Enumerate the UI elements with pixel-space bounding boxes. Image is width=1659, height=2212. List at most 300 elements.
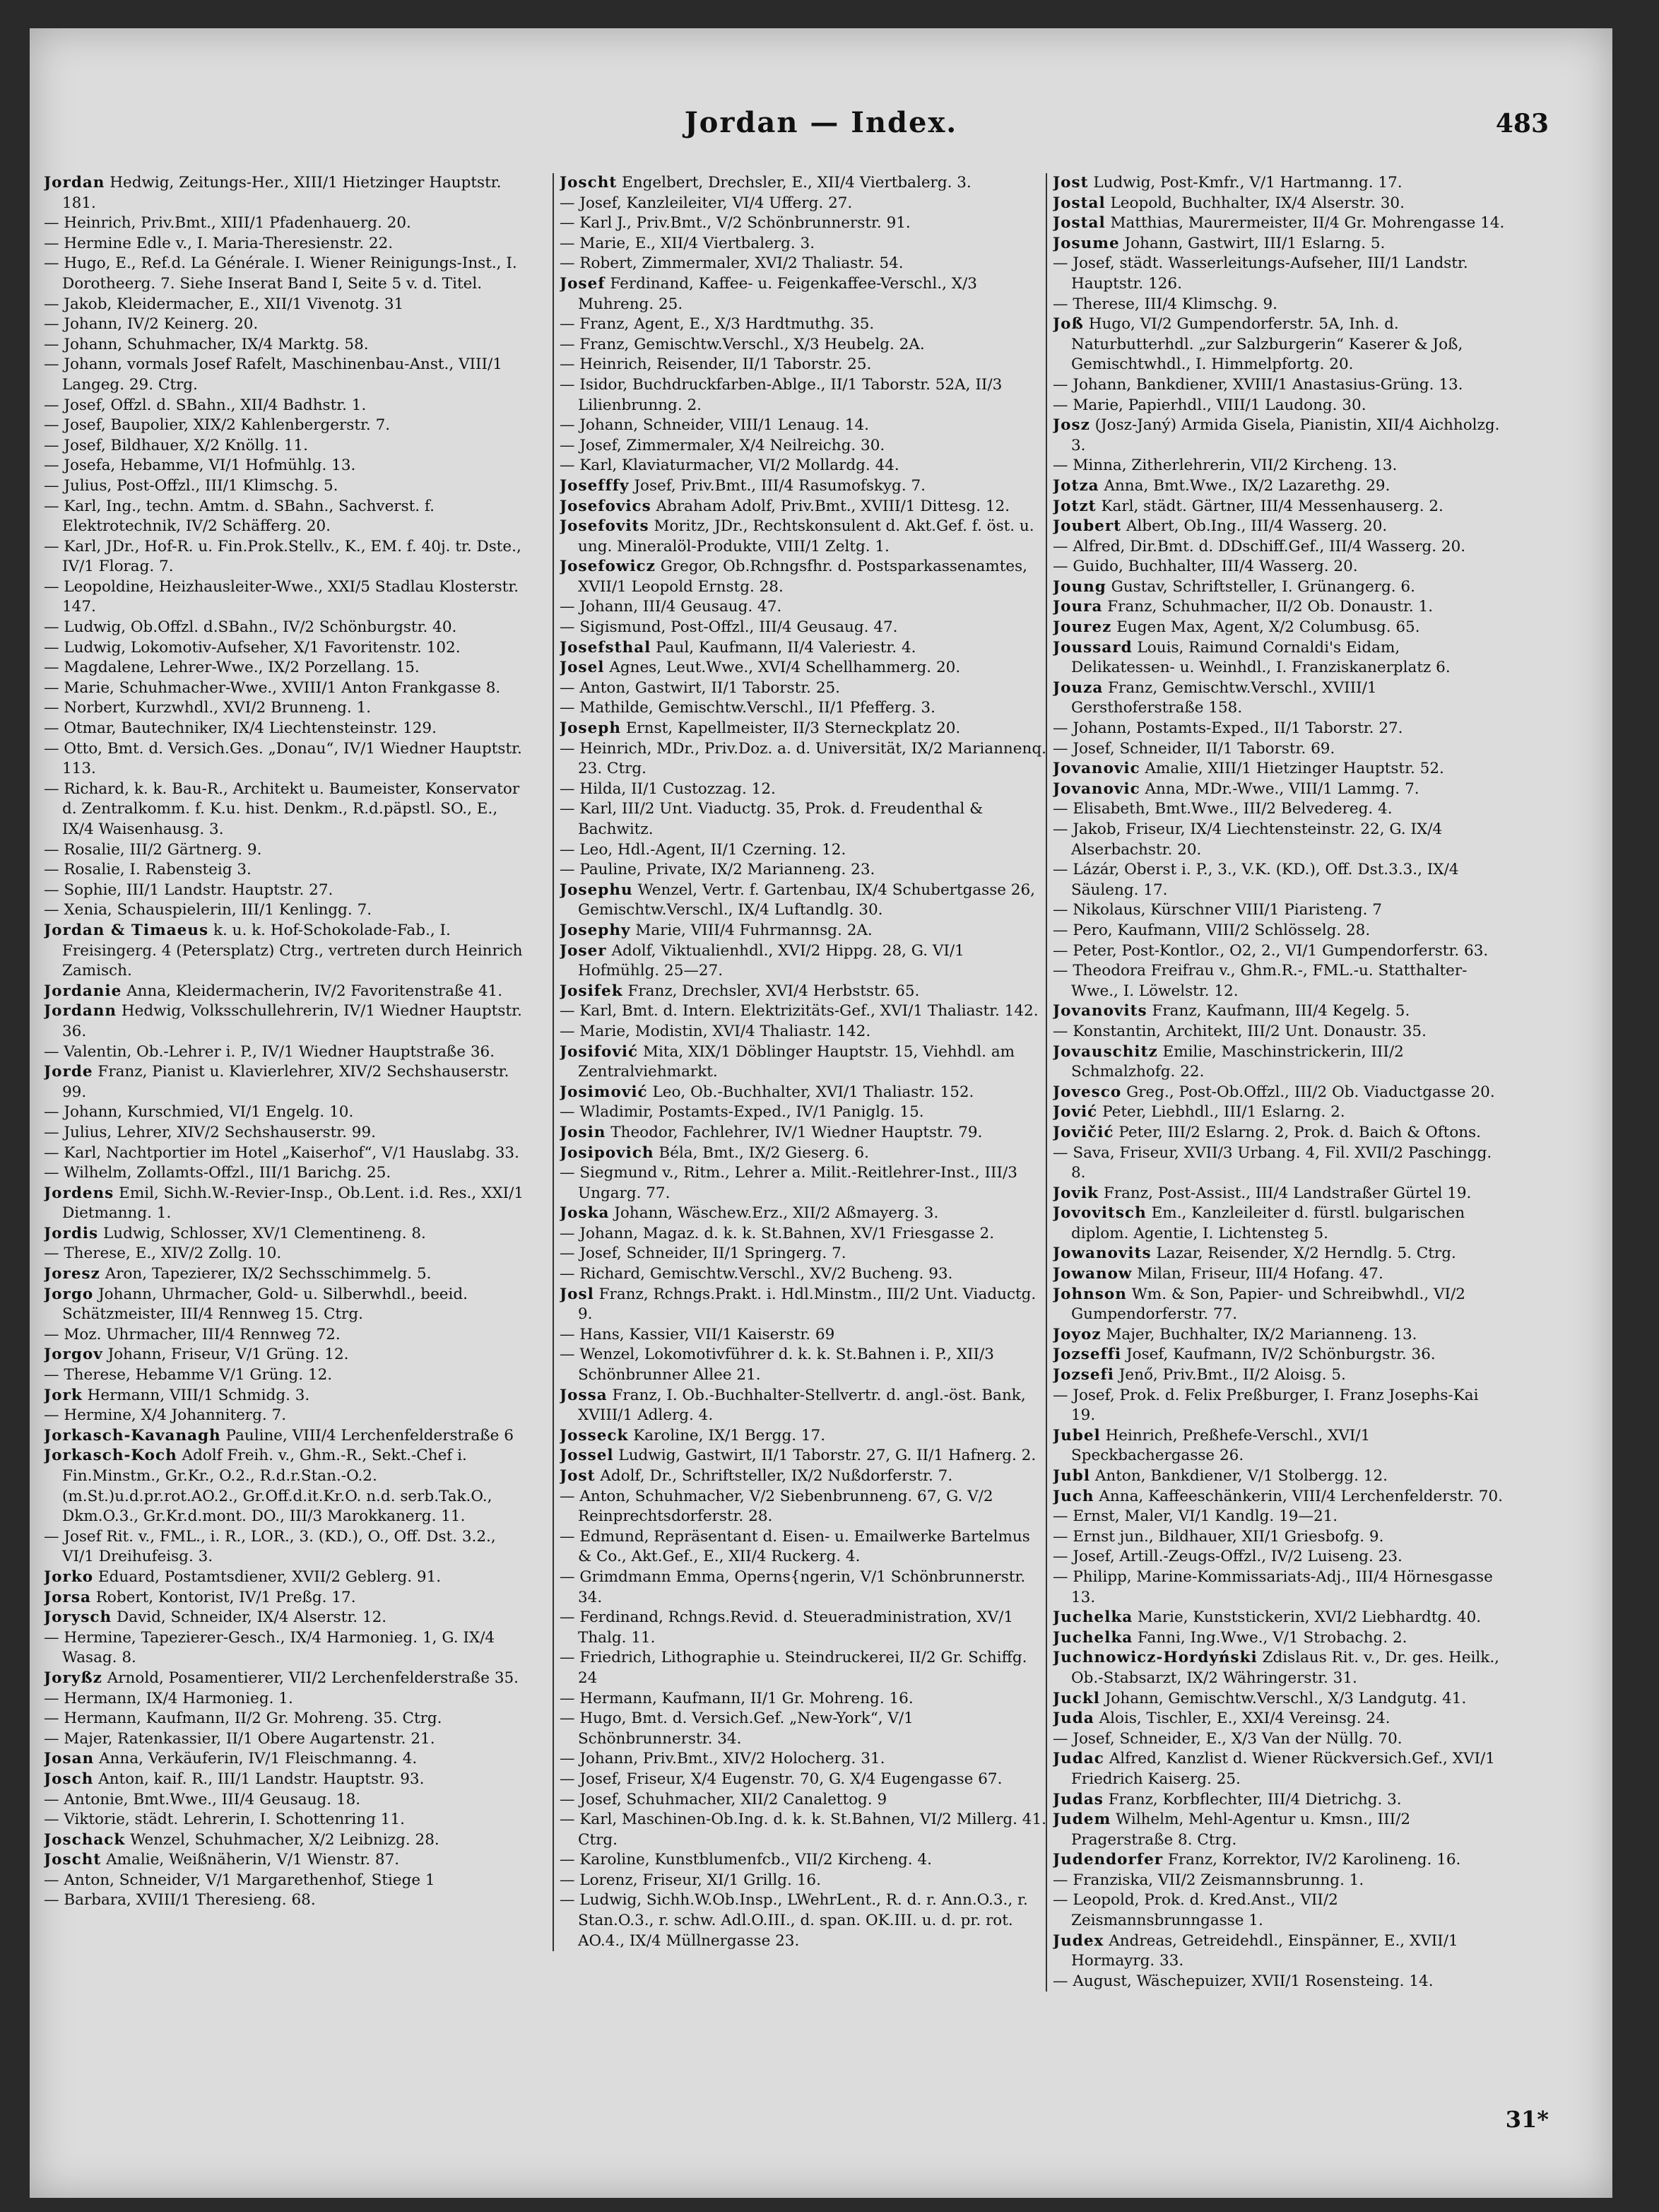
entry-surname: Josefffy <box>560 476 630 495</box>
entry-text: — Johann, Kurschmied, VI/1 Engelg. 10. <box>44 1103 354 1122</box>
entry-text: — Jakob, Kleidermacher, E., XII/1 Vivenotg. 31 <box>44 295 404 313</box>
entry-text: — Richard, Gemischtw.Verschl., XV/2 Bucheng. 93. <box>560 1265 953 1283</box>
directory-entry <box>1053 1204 1505 1244</box>
entry-text: Johann, Wäschew.Erz., XII/2 Aßmayerg. 3. <box>614 1204 939 1223</box>
directory-entry <box>1053 517 1505 537</box>
entry-text: Pauline, VIII/4 Lerchenfelderstraße 6 <box>225 1426 514 1445</box>
directory-entry <box>560 1042 1047 1083</box>
directory-entry <box>1053 1810 1505 1850</box>
directory-entry <box>560 1163 1047 1204</box>
entry-surname: Jovesco <box>1053 1083 1122 1101</box>
directory-entry <box>560 719 1047 739</box>
entry-text: Agnes, Leut.Wwe., XVI/4 Schellhammerg. 20. <box>609 659 961 677</box>
directory-entry <box>1053 194 1505 214</box>
entry-text: Anna, Bmt.Wwe., IX/2 Lazarethg. 29. <box>1104 476 1391 495</box>
entry-surname: Josume <box>1053 234 1120 252</box>
entry-text: — Isidor, Buchdruckfarben-Ablge., II/1 Taborstr. 52A, II/3 Lilienbrunng. 2. <box>560 375 1003 414</box>
directory-entry <box>1053 759 1505 780</box>
directory-entry <box>44 1406 531 1426</box>
entry-text: — Wenzel, Lokomotivführer d. k. k. St.Bahnen i. P., XII/3 Schönbrunner Allee 21. <box>560 1346 994 1384</box>
directory-entry <box>44 1426 531 1447</box>
directory-entry <box>44 900 531 921</box>
directory-entry <box>1053 1001 1505 1022</box>
entry-surname: Juchelka <box>1053 1628 1133 1647</box>
entry-text: Robert, Kontorist, IV/1 Preßg. 17. <box>95 1588 356 1606</box>
entry-text: — Pero, Kaufmann, VIII/2 Schlösselg. 28. <box>1053 921 1371 939</box>
entry-surname: Jubl <box>1053 1467 1091 1485</box>
entry-surname: Juch <box>1053 1487 1094 1505</box>
directory-entry <box>1053 1507 1505 1527</box>
directory-entry <box>1053 497 1505 517</box>
directory-page <box>30 28 1612 2198</box>
directory-entry <box>560 1487 1047 1527</box>
entry-surname: Jorde <box>44 1063 93 1081</box>
entry-text: Theodor, Fachlehrer, IV/1 Wiedner Hauptstr. 79. <box>610 1123 983 1141</box>
entry-text: Paul, Kaufmann, II/4 Valeriestr. 4. <box>656 638 916 657</box>
entry-surname: Joß <box>1053 315 1084 334</box>
directory-entry <box>44 780 531 840</box>
entry-text: Lazar, Reisender, X/2 Herndlg. 5. Ctrg. <box>1156 1245 1456 1263</box>
entry-text: — Julius, Post-Offzl., III/1 Klimschg. 5. <box>44 476 338 495</box>
entry-text: — Johann, Postamts-Exped., II/1 Taborstr. 27. <box>1053 719 1403 738</box>
directory-entry <box>1053 1608 1505 1628</box>
entry-text: Wilhelm, Mehl-Agentur u. Kmsn., III/2 Pragerstraße 8. Ctrg. <box>1071 1811 1411 1849</box>
directory-entry <box>44 638 531 659</box>
entry-text: Engelbert, Drechsler, E., XII/4 Viertbalerg. 3. <box>622 174 972 192</box>
entry-surname: Juda <box>1053 1710 1094 1728</box>
entry-text: — Ludwig, Lokomotiv-Aufseher, X/1 Favoritenstr. 102. <box>44 638 461 657</box>
entry-text: Franz, Drechsler, XVI/4 Herbststr. 65. <box>627 982 920 1000</box>
directory-entry <box>560 1749 1047 1770</box>
entry-text: Béla, Bmt., IX/2 Gieserg. 6. <box>659 1143 869 1162</box>
entry-text: Emilie, Maschinstrickerin, III/2 Schmalzhofg. 22. <box>1071 1042 1404 1081</box>
directory-entry <box>1053 900 1505 921</box>
directory-entry <box>560 780 1047 800</box>
entry-text: — Jakob, Friseur, IX/4 Liechtensteinstr. 22, G. IX/4 Alserbachstr. 20. <box>1053 820 1443 859</box>
entry-surname: Josch <box>44 1770 94 1788</box>
directory-entry <box>44 436 531 457</box>
entry-text: Emil, Sichh.W.-Revier-Insp., Ob.Lent. i.d. Res., XXI/1 Dietmanng. 1. <box>62 1184 524 1223</box>
entry-text: — Sophie, III/1 Landstr. Hauptstr. 27. <box>44 881 333 899</box>
directory-entry <box>1053 941 1505 962</box>
entry-surname: Jordens <box>44 1184 114 1202</box>
entry-surname: Jost <box>1053 174 1089 192</box>
entry-text: — Rosalie, III/2 Gärtnerg. 9. <box>44 840 262 859</box>
directory-entry <box>1053 1083 1505 1103</box>
entry-text: — Norbert, Kurzwhdl., XVI/2 Brunneng. 1. <box>44 699 372 717</box>
directory-entry <box>560 881 1047 921</box>
entry-text: k. u. k. Hof-Schokolade-Fab., I. Freisingerg. 4 (Petersplatz) Ctrg., vertreten durch Heinrich Zamisch. <box>62 921 523 980</box>
directory-entry <box>560 1850 1047 1871</box>
directory-entry <box>560 840 1047 861</box>
entry-text: — Josefa, Hebamme, VI/1 Hofmühlg. 13. <box>44 457 356 475</box>
directory-entry <box>560 213 1047 234</box>
directory-entry <box>1053 1022 1505 1042</box>
entry-text: — Alfred, Dir.Bmt. d. DDschiff.Gef., III/4 Wasserg. 20. <box>1053 537 1466 555</box>
entry-text: — Marie, Modistin, XVI/4 Thaliastr. 142. <box>560 1022 871 1040</box>
directory-entry <box>1053 860 1505 900</box>
directory-entry <box>1053 1972 1505 1992</box>
entry-surname: Josifović <box>560 1042 639 1061</box>
entry-text: — Karoline, Kunstblumenfcb., VII/2 Kircheng. 4. <box>560 1851 932 1869</box>
directory-entry <box>1053 1325 1505 1346</box>
column-3 <box>1046 173 1505 1992</box>
directory-entry <box>44 1386 531 1406</box>
directory-entry <box>1053 1426 1505 1466</box>
entry-surname: Joscht <box>560 174 618 192</box>
directory-entry <box>1053 234 1505 254</box>
entry-text: — Hilda, II/1 Custozzag. 12. <box>560 780 776 798</box>
directory-entry <box>1053 213 1505 234</box>
directory-entry <box>1053 416 1505 456</box>
directory-entry <box>44 1890 531 1911</box>
directory-entry <box>44 1527 531 1567</box>
directory-entry <box>560 1770 1047 1790</box>
directory-entry <box>1053 375 1505 396</box>
entry-text: (Josz-Janý) Armida Gisela, Pianistin, XII/4 Aichholzg. 3. <box>1071 416 1500 454</box>
entry-text: — Johann, IV/2 Keinerg. 20. <box>44 315 259 334</box>
directory-entry <box>560 1386 1047 1426</box>
entry-text: — Josef, Schuhmacher, XII/2 Canalettog. 9 <box>560 1790 887 1808</box>
entry-surname: Jozsefi <box>1053 1366 1114 1384</box>
entry-text: — Peter, Post-Kontlor., O2, 2., VI/1 Gumpendorferstr. 63. <box>1053 941 1489 960</box>
entry-text: — Moz. Uhrmacher, III/4 Rennweg 72. <box>44 1325 341 1343</box>
directory-entry <box>44 1446 531 1526</box>
directory-entry <box>1053 1487 1505 1507</box>
directory-entry <box>1053 254 1505 294</box>
entry-text: Fanni, Ing.Wwe., V/1 Strobachg. 2. <box>1138 1628 1407 1647</box>
entry-surname: Jotza <box>1053 476 1099 495</box>
directory-entry <box>560 597 1047 618</box>
entry-text: — Hermine, X/4 Johanniterg. 7. <box>44 1406 287 1425</box>
directory-entry <box>560 618 1047 638</box>
entry-text: Anton, kaif. R., III/1 Landstr. Hauptstr. 93. <box>98 1770 425 1788</box>
directory-entry <box>1053 396 1505 416</box>
page-header <box>30 106 1612 148</box>
entry-text: — Theodora Freifrau v., Ghm.R.-, FML.-u. Statthalter-Wwe., I. Löwelstr. 12. <box>1053 962 1468 1000</box>
entry-text: — Franz, Agent, E., X/3 Hardtmuthg. 35. <box>560 315 875 334</box>
directory-entry <box>44 476 531 497</box>
directory-entry <box>560 355 1047 375</box>
directory-entry <box>560 1022 1047 1042</box>
directory-entry <box>560 314 1047 335</box>
entry-surname: Jordan <box>44 174 105 192</box>
directory-entry <box>44 537 531 577</box>
directory-entry <box>1053 1285 1505 1325</box>
directory-entry <box>560 1426 1047 1447</box>
entry-text: — Johann, Schuhmacher, IX/4 Marktg. 58. <box>44 335 369 353</box>
entry-text: Anna, Verkäuferin, IV/1 Fleischmanng. 4. <box>99 1750 418 1768</box>
entry-text: Adolf, Dr., Schriftsteller, IX/2 Nußdorferstr. 7. <box>600 1467 953 1485</box>
entry-text: — Otto, Bmt. d. Versich.Ges. „Donau“, IV/1 Wiedner Hauptstr. 113. <box>44 739 522 778</box>
directory-entry <box>44 1830 531 1851</box>
directory-entry <box>44 881 531 901</box>
directory-entry <box>1053 1365 1505 1386</box>
entry-text: Wm. & Son, Papier- und Schreibwhdl., VI/2 Gumpendorferstr. 77. <box>1071 1285 1465 1324</box>
directory-entry <box>1053 1184 1505 1204</box>
directory-entry <box>560 1083 1047 1103</box>
entry-surname: Jowanovits <box>1053 1245 1152 1263</box>
directory-entry <box>44 1123 531 1143</box>
entry-text: Ludwig, Schlosser, XV/1 Clementineng. 8. <box>103 1224 426 1242</box>
directory-entry <box>1053 921 1505 941</box>
entry-text: — Majer, Ratenkassier, II/1 Obere Augartenstr. 21. <box>44 1729 435 1748</box>
entry-text: Marie, Kunststickerin, XVI/2 Liebhardtg. 40. <box>1138 1608 1482 1627</box>
entry-surname: Josefsthal <box>560 638 651 657</box>
directory-entry <box>1053 1345 1505 1365</box>
directory-entry <box>1053 1749 1505 1789</box>
entry-text: Wenzel, Schuhmacher, X/2 Leibnizg. 28. <box>130 1830 439 1849</box>
entry-text: — Therese, E., XIV/2 Zollg. 10. <box>44 1245 282 1263</box>
directory-entry <box>560 658 1047 678</box>
entry-text: — Viktorie, städt. Lehrerin, I. Schottenring 11. <box>44 1811 405 1829</box>
directory-entry <box>44 1184 531 1224</box>
directory-entry <box>44 1608 531 1628</box>
directory-entry <box>44 719 531 739</box>
entry-text: — Antonie, Bmt.Wwe., III/4 Geusaug. 18. <box>44 1790 361 1808</box>
directory-entry <box>1053 476 1505 497</box>
entry-surname: Jordan & Timaeus <box>44 921 209 939</box>
directory-entry <box>44 1871 531 1891</box>
directory-entry <box>1053 799 1505 820</box>
directory-entry <box>560 234 1047 254</box>
entry-surname: Josel <box>560 659 605 677</box>
page-number: 483 <box>1495 109 1549 139</box>
entry-text: — Franziska, VII/2 Zeismannsbrunng. 1. <box>1053 1871 1364 1889</box>
directory-entry <box>44 1042 531 1063</box>
entry-surname: Jorsa <box>44 1588 91 1606</box>
entry-surname: Jossel <box>560 1447 614 1465</box>
entry-text: Aron, Tapezierer, IX/2 Sechsschimmelg. 5. <box>105 1265 432 1283</box>
entry-text: Anna, Kleidermacherin, IV/2 Favoritenstraße 41. <box>126 982 503 1000</box>
directory-entry <box>44 1264 531 1285</box>
entry-surname: Joser <box>560 941 607 960</box>
entry-text: — Heinrich, MDr., Priv.Doz. a. d. Universität, IX/2 Mariannenq. 23. Ctrg. <box>560 739 1046 778</box>
directory-entry <box>44 456 531 476</box>
directory-entry <box>560 1446 1047 1466</box>
directory-entry <box>560 557 1047 597</box>
entry-text: Marie, VIII/4 Fuhrmannsg. 2A. <box>635 921 873 939</box>
directory-entry <box>44 1102 531 1123</box>
entry-text: — Hermine Edle v., I. Maria-Theresienstr. 22. <box>44 234 394 252</box>
directory-entry <box>44 840 531 861</box>
entry-text: Leo, Ob.-Buchhalter, XVI/1 Thaliastr. 152. <box>652 1083 974 1101</box>
directory-entry <box>1053 618 1505 638</box>
entry-surname: Josefovits <box>560 517 649 536</box>
directory-entry <box>44 1790 531 1811</box>
directory-entry <box>560 698 1047 719</box>
entry-text: Eugen Max, Agent, X/2 Columbusg. 65. <box>1116 618 1420 637</box>
entry-text: — Leopold, Prok. d. Kred.Anst., VII/2 Zeismannsbrunngasse 1. <box>1053 1891 1338 1930</box>
entry-text: Amalie, Weißnäherin, V/1 Wienstr. 87. <box>106 1851 400 1869</box>
entry-surname: Jorkasch-Kavanagh <box>44 1426 221 1445</box>
entry-surname: Josipovich <box>560 1143 654 1162</box>
entry-surname: Jovičić <box>1053 1123 1114 1141</box>
entry-text: — Konstantin, Architekt, III/2 Unt. Donaustr. 35. <box>1053 1022 1427 1040</box>
entry-text: — Josef, Schneider, E., X/3 Van der Nüllg. 70. <box>1053 1729 1403 1748</box>
directory-entry <box>560 1567 1047 1608</box>
entry-text: — Josef, Friseur, X/4 Eugenstr. 70, G. X/4 Eugengasse 67. <box>560 1770 1003 1788</box>
entry-text: Em., Kanzleileiter d. fürstl. bulgarischen diplom. Agentie, I. Lichtensteg 5. <box>1071 1204 1465 1242</box>
entry-text: — Xenia, Schauspielerin, III/1 Kenlingg. 7. <box>44 901 372 919</box>
directory-entry <box>1053 1042 1505 1083</box>
entry-surname: Jovanovic <box>1053 780 1140 798</box>
entry-text: — Ernst jun., Bildhauer, XII/1 Griesbofg. 9. <box>1053 1527 1384 1546</box>
entry-surname: Josan <box>44 1750 95 1768</box>
entry-text: — Ludwig, Ob.Offzl. d.SBahn., IV/2 Schönburgstr. 40. <box>44 618 457 637</box>
entry-surname: Josefowicz <box>560 558 656 576</box>
entry-text: Zdislaus Rit. v., Dr. ges. Heilk., Ob.-Stabsarzt, IX/2 Währingerstr. 31. <box>1071 1649 1499 1687</box>
entry-text: — Hugo, E., Ref.d. La Générale. I. Wiener Reinigungs-Inst., I. Dorotheerg. 7. Siehe Inserat Band I, Seite 5 v. d. Titel. <box>44 254 517 293</box>
entry-surname: Josin <box>560 1123 606 1141</box>
entry-text: Franz, Kaufmann, III/4 Kegelg. 5. <box>1152 1002 1410 1020</box>
directory-entry <box>1053 1567 1505 1608</box>
directory-entry <box>560 375 1047 416</box>
entry-surname: Jovovitsch <box>1053 1204 1147 1223</box>
signature-mark: 31* <box>1505 2106 1549 2133</box>
entry-text: — Josef, städt. Wasserleitungs-Aufseher, III/1 Landstr. Hauptstr. 126. <box>1053 254 1468 293</box>
entry-text: Alois, Tischler, E., XXI/4 Vereinsg. 24. <box>1099 1710 1391 1728</box>
directory-entry <box>560 1325 1047 1346</box>
entry-text: Heinrich, Preßhefe-Verschl., XVI/1 Speckbachergasse 26. <box>1071 1426 1371 1465</box>
entry-text: Karl, städt. Gärtner, III/4 Messenhauserg. 2. <box>1101 497 1443 515</box>
entry-text: — Otmar, Bautechniker, IX/4 Liechtensteinstr. 129. <box>44 719 437 738</box>
entry-surname: Jovanovic <box>1053 760 1140 778</box>
entry-text: — Richard, k. k. Bau-R., Architekt u. Baumeister, Konservator d. Zentralkomm. f. K.u. hist. Denkm., R.d.päpstl. SO., E., IX/4 Waisenhausg. 3. <box>44 780 520 838</box>
entry-text: — Josef, Schneider, II/1 Springerg. 7. <box>560 1245 846 1263</box>
directory-entry <box>1053 314 1505 375</box>
entry-text: Anton, Bankdiener, V/1 Stolbergg. 12. <box>1094 1467 1388 1485</box>
directory-entry <box>1053 1689 1505 1710</box>
entry-text: — Josef, Offzl. d. SBahn., XII/4 Badhstr. 1. <box>44 396 367 414</box>
entry-surname: Jouza <box>1053 678 1104 697</box>
directory-entry <box>560 1264 1047 1285</box>
entry-text: — Karl J., Priv.Bmt., V/2 Schönbrunnerstr. 91. <box>560 214 911 233</box>
directory-entry <box>44 982 531 1002</box>
directory-entry <box>44 1588 531 1608</box>
entry-text: — Karl, Ing., techn. Amtm. d. SBahn., Sachverst. f. Elektrotechnik, IV/2 Schäfferg. 20. <box>44 497 435 536</box>
entry-surname: Jordis <box>44 1224 99 1242</box>
directory-entry <box>560 1810 1047 1850</box>
entry-text: — Josef, Baupolier, XIX/2 Kahlenbergerstr. 7. <box>44 416 391 435</box>
directory-entry <box>560 1466 1047 1487</box>
directory-entry <box>44 860 531 881</box>
directory-entry <box>44 1770 531 1790</box>
entry-surname: Juchelka <box>1053 1608 1133 1627</box>
directory-entry <box>560 638 1047 659</box>
entry-text: — Nikolaus, Kürschner VIII/1 Piaristeng. 7 <box>1053 901 1382 919</box>
entry-text: — Ludwig, Sichh.W.Ob.Insp., LWehrLent., R. d. r. Ann.O.3., r. Stan.O.3., r. schw. Adl.O.III., d. span. OK.III. u. d. pr. rot. AO.4., IX/4 Müllnergasse 23. <box>560 1891 1028 1950</box>
entry-text: — Leo, Hdl.-Agent, II/1 Czerning. 12. <box>560 840 846 859</box>
entry-text: — Johann, Bankdiener, XVIII/1 Anastasius-Grüng. 13. <box>1053 375 1463 394</box>
entry-text: — Wilhelm, Zollamts-Offzl., III/1 Barichg. 25. <box>44 1164 391 1182</box>
entry-surname: Josifek <box>560 982 623 1000</box>
entry-text: — Hermann, Kaufmann, II/1 Gr. Mohreng. 16. <box>560 1689 914 1707</box>
directory-entry <box>1053 1790 1505 1811</box>
directory-entry <box>560 1608 1047 1648</box>
directory-entry <box>1053 1628 1505 1649</box>
page-title: Jordan — Index. <box>684 106 958 139</box>
directory-entry <box>560 1143 1047 1164</box>
directory-entry <box>44 314 531 335</box>
entry-text: — Friedrich, Lithographie u. Steindruckerei, II/2 Gr. Schiffg. 24 <box>560 1649 1027 1687</box>
entry-surname: Josz <box>1053 416 1090 435</box>
entry-text: — Ferdinand, Rchngs.Revid. d. Steueradministration, XV/1 Thalg. 11. <box>560 1608 1014 1647</box>
directory-entry <box>560 1648 1047 1688</box>
entry-surname: Jostal <box>1053 214 1106 233</box>
entry-text: — Marie, Papierhdl., VIII/1 Laudong. 30. <box>1053 396 1366 414</box>
entry-text: — Barbara, XVIII/1 Theresieng. 68. <box>44 1891 316 1910</box>
directory-entry <box>1053 1890 1505 1931</box>
entry-text: Johann, Gastwirt, III/1 Eslarng. 5. <box>1124 234 1386 252</box>
entry-text: Matthias, Maurermeister, II/4 Gr. Mohrengasse 14. <box>1110 214 1505 233</box>
entry-text: — Grimdmann Emma, Operns{ngerin, V/1 Schönbrunnerstr. 34. <box>560 1567 1026 1606</box>
entry-text: — Siegmund v., Ritm., Lehrer a. Milit.-Reitlehrer-Inst., III/3 Ungarg. 77. <box>560 1164 1017 1202</box>
entry-surname: Jowanow <box>1053 1265 1133 1283</box>
directory-entry <box>44 1689 531 1710</box>
directory-entry <box>560 982 1047 1002</box>
entry-surname: Juchnowicz-Hordyński <box>1053 1649 1258 1667</box>
directory-entry <box>44 577 531 618</box>
entry-text: Ferdinand, Kaffee- u. Feigenkaffee-Verschl., X/3 Muhreng. 25. <box>578 274 977 313</box>
entry-text: — Lázár, Oberst i. P., 3., V.K. (KD.), Off. Dst.3.3., IX/4 Säuleng. 17. <box>1053 861 1459 899</box>
directory-entry <box>560 456 1047 476</box>
directory-entry <box>44 1810 531 1830</box>
entry-text: — Anton, Gastwirt, II/1 Taborstr. 25. <box>560 678 841 697</box>
directory-entry <box>560 335 1047 355</box>
directory-entry <box>44 1143 531 1164</box>
entry-surname: Josefovics <box>560 497 651 515</box>
entry-surname: Jourez <box>1053 618 1112 637</box>
entry-text: Josef, Priv.Bmt., III/4 Rasumofskyg. 7. <box>634 476 926 495</box>
entry-text: Hugo, VI/2 Gumpendorferstr. 5A, Inh. d. Naturbutterhdl. „zur Salzburgerin“ Kaserer & Joß, Gemischtwhdl., I. Himmelpfortg. 20. <box>1071 315 1463 374</box>
directory-entry <box>1053 577 1505 598</box>
directory-entry <box>44 295 531 315</box>
entry-surname: Jozseffi <box>1053 1346 1122 1364</box>
entry-surname: Juckl <box>1053 1689 1100 1707</box>
entry-surname: Jordann <box>44 1002 117 1020</box>
directory-entry <box>1053 1466 1505 1487</box>
entry-text: — Karl, Bmt. d. Intern. Elektrizitäts-Gef., XVI/1 Thaliastr. 142. <box>560 1002 1039 1020</box>
entry-text: — August, Wäschepuizer, XVII/1 Rosensteing. 14. <box>1053 1972 1434 1990</box>
directory-entry <box>44 1345 531 1365</box>
entry-text: — Marie, E., XII/4 Viertbalerg. 3. <box>560 234 815 252</box>
directory-entry <box>560 497 1047 517</box>
entry-text: David, Schneider, IX/4 Alserstr. 12. <box>117 1608 387 1627</box>
entry-text: — Hermann, IX/4 Harmonieg. 1. <box>44 1689 293 1707</box>
directory-entry <box>1053 820 1505 860</box>
entry-text: — Karl, III/2 Unt. Viaductg. 35, Prok. d. Freudenthal & Bachwitz. <box>560 800 984 838</box>
directory-entry <box>1053 557 1505 577</box>
entry-text: — Hermann, Kaufmann, II/2 Gr. Mohreng. 35. Ctrg. <box>44 1710 442 1728</box>
directory-entry <box>44 396 531 416</box>
entry-text: Franz, Rchngs.Prakt. i. Hdl.Minstm., III/2 Unt. Viaductg. 9. <box>578 1285 1037 1324</box>
entry-text: Johann, Gemischtw.Verschl., X/3 Landgutg. 41. <box>1104 1689 1467 1707</box>
entry-surname: Judendorfer <box>1053 1851 1164 1869</box>
entry-text: — Magdalene, Lehrer-Wwe., IX/2 Porzellang. 15. <box>44 659 420 677</box>
entry-text: — Valentin, Ob.-Lehrer i. P., IV/1 Wiedner Hauptstraße 36. <box>44 1042 495 1061</box>
directory-entry <box>44 1163 531 1184</box>
entry-text: Eduard, Postamtsdiener, XVII/2 Geblerg. 91. <box>98 1567 442 1586</box>
directory-entry <box>1053 1264 1505 1285</box>
entry-text: Franz, Korrektor, IV/2 Karolineng. 16. <box>1167 1851 1461 1869</box>
directory-entry <box>44 1709 531 1729</box>
directory-entry <box>44 1749 531 1770</box>
directory-entry <box>560 860 1047 881</box>
entry-text: Anna, Kaffeeschänkerin, VIII/4 Lerchenfelderstr. 70. <box>1099 1487 1503 1505</box>
directory-entry <box>1053 173 1505 194</box>
entry-surname: Jossa <box>560 1386 608 1404</box>
